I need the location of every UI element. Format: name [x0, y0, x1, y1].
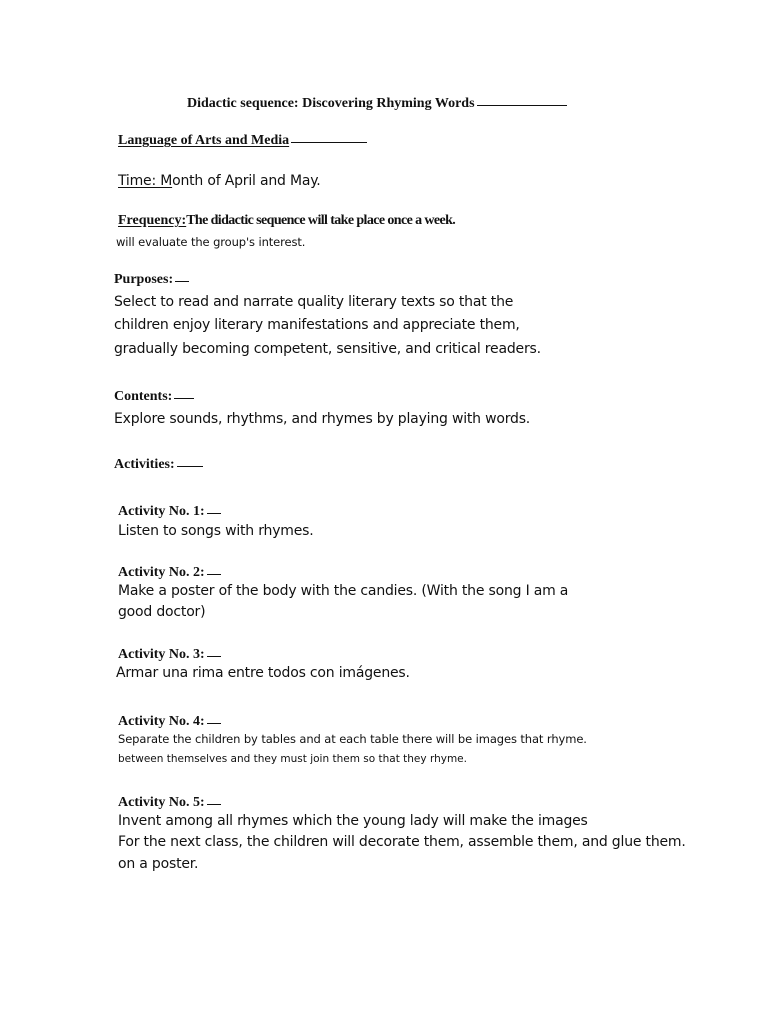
activity-4-label-text: Activity No. 4:: [118, 714, 205, 729]
purposes-label: Purposes:: [114, 272, 174, 287]
activity-5-line-3: on a poster.: [118, 856, 199, 872]
frequency-note: will evaluate the group's interest.: [116, 235, 306, 249]
subject-text: Language of Arts and Media: [118, 133, 290, 148]
contents-underline: [174, 398, 194, 399]
activities-heading: [114, 456, 203, 474]
activity-1-label: [118, 503, 221, 521]
activity-3-label-text: Activity No. 3:: [118, 647, 205, 662]
activity-1-line-1: Listen to songs with rhymes.: [118, 523, 314, 539]
subject-underline: [291, 142, 367, 143]
activity-2-line-2: good doctor): [118, 604, 206, 620]
contents-text: Explore sounds, rhythms, and rhymes by playing with words.: [114, 411, 531, 427]
title-underline: [477, 105, 567, 106]
activity-4-label: [118, 713, 221, 731]
activity-2-label-text: Activity No. 2:: [118, 565, 205, 580]
purposes-heading: [114, 271, 189, 289]
contents-heading: [114, 388, 194, 406]
frequency-label: Frequency:: [118, 213, 187, 228]
activity-2-line-1: Make a poster of the body with the candies. (With the song I am a: [118, 583, 569, 599]
activity-4-line-2: between themselves and they must join them so that they rhyme.: [118, 753, 467, 765]
activity-1-label-text: Activity No. 1:: [118, 504, 205, 519]
time-value: onth of April and May.: [172, 173, 321, 189]
frequency-text: The didactic sequence will take place once a week.: [186, 213, 456, 228]
activity-5-label-text: Activity No. 5:: [118, 795, 205, 810]
activity-2-underline: [207, 574, 221, 575]
time-label: Time: M: [118, 173, 173, 189]
activity-3-line-1: Armar una rima entre todos con imágenes.: [116, 665, 410, 681]
time-line: [118, 170, 321, 192]
purposes-line-1: Select to read and narrate quality literary texts so that the: [114, 294, 514, 310]
purposes-line-2: children enjoy literary manifestations and appreciate them,: [114, 317, 520, 333]
activities-label: Activities:: [114, 457, 175, 472]
activity-1-underline: [207, 513, 221, 514]
activity-5-line-2: For the next class, the children will decorate them, assemble them, and glue them.: [118, 834, 686, 850]
activity-3-underline: [207, 656, 221, 657]
activity-4-underline: [207, 723, 221, 724]
frequency-line: [118, 212, 455, 230]
contents-label: Contents:: [114, 389, 173, 404]
activities-underline: [177, 466, 203, 467]
subject-heading: [118, 132, 367, 150]
title-text: Didactic sequence: Discovering Rhyming Words: [187, 96, 475, 111]
document-title: [187, 95, 567, 113]
purposes-underline: [175, 281, 189, 282]
activity-5-underline: [207, 804, 221, 805]
activity-4-line-1: Separate the children by tables and at each table there will be images that rhyme.: [118, 732, 587, 746]
activity-5-line-1: Invent among all rhymes which the young lady will make the images: [118, 813, 588, 829]
purposes-line-3: gradually becoming competent, sensitive, and critical readers.: [114, 341, 541, 357]
